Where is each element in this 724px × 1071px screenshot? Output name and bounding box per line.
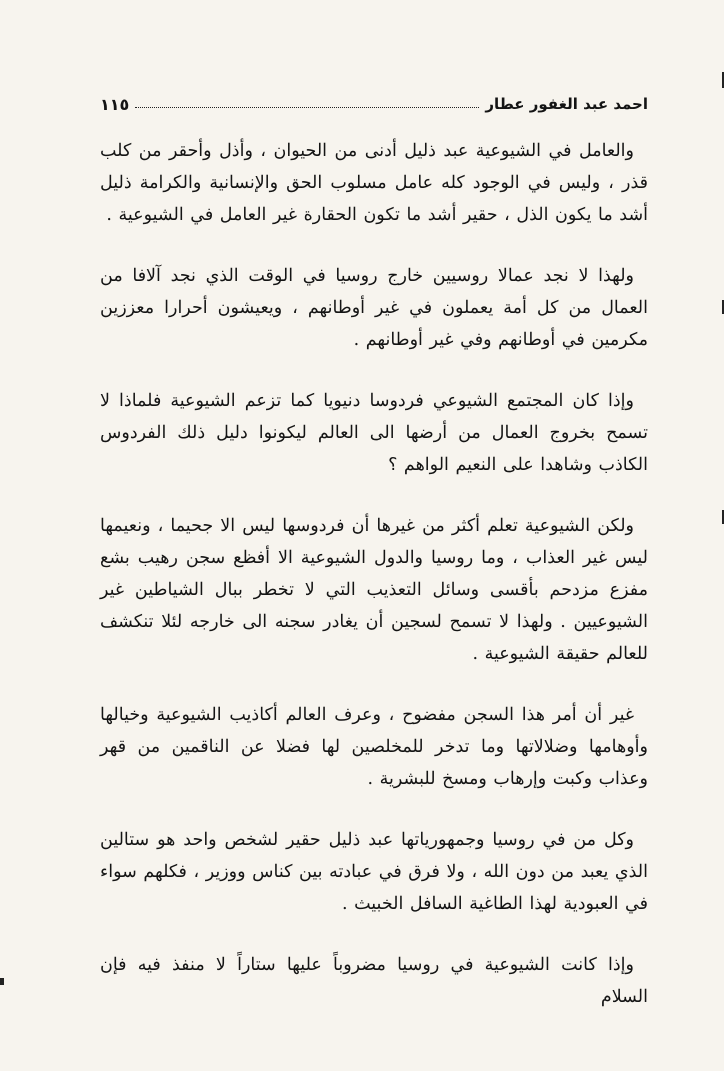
scan-edge-mark — [0, 978, 4, 985]
header-dotted-leader — [135, 107, 479, 108]
paragraph-4: ولكن الشيوعية تعلم أكثر من غيرها أن فردوسها ليس الا جحيما ، ونعيمها ليس غير العذاب ، وما روسيا والدول الشيوعية الا أفظع سجن رهيب بشع مفزع مزدحم بأقسى وسائل التعذيب التي لا تخطر ببال الشياطين غير الشيوعيين . ولهذا لا تسمح لسجين أن يغادر سجنه الى خارجه لئلا تنكشف للعالم حقيقة الشيوعية . — [100, 516, 648, 664]
paragraph-6: وكل من في روسيا وجمهورياتها عبد ذليل حقير لشخص واحد هو ستالين الذي يعبد من دون الله ، ولا فرق في عبادته بين كناس ووزير ، فكلهم سواء في العبودية لهذا الطاغية السافل الخبيث . — [100, 830, 648, 914]
body-text — [100, 135, 648, 1013]
paragraph-7: وإذا كانت الشيوعية في روسيا مضروباً عليها ستاراً لا منفذ فيه فإن السلام — [100, 955, 648, 1007]
page-number: ١١٥ — [100, 94, 130, 114]
running-header — [100, 92, 648, 116]
paragraph-2: ولهذا لا نجد عمالا روسيين خارج روسيا في الوقت الذي نجد آلافا من العمال من كل أمة يعملون في غير أوطانهم ، ويعيشون أحرارا معززين مكرمين في أوطانهم وفي غير أوطانهم . — [100, 266, 648, 350]
paragraph-3: وإذا كان المجتمع الشيوعي فردوسا دنيويا كما تزعم الشيوعية فلماذا لا تسمح بخروج العمال من أرضها الى العالم ليكونوا دليل ذلك الفردوس الكاذب وشاهدا على النعيم الواهم ؟ — [100, 391, 648, 475]
header-author-name: احمد عبد الغفور عطار — [485, 95, 648, 113]
paragraph-1: والعامل في الشيوعية عبد ذليل أدنى من الحيوان ، وأذل وأحقر من كلب قذر ، وليس في الوجود كله عامل مسلوب الحق والإنسانية والكرامة ذليل أشد ما يكون الذل ، حقير أشد ما تكون الحقارة غير العامل في الشيوعية . — [100, 141, 648, 225]
paragraph-5: غير أن أمر هذا السجن مفضوح ، وعرف العالم أكاذيب الشيوعية وخيالها وأوهامها وضلالاتها وما تدخر للمخلصين لها فضلا عن الناقمين من قهر وعذاب وكبت وإرهاب ومسخ للبشرية . — [100, 705, 648, 789]
